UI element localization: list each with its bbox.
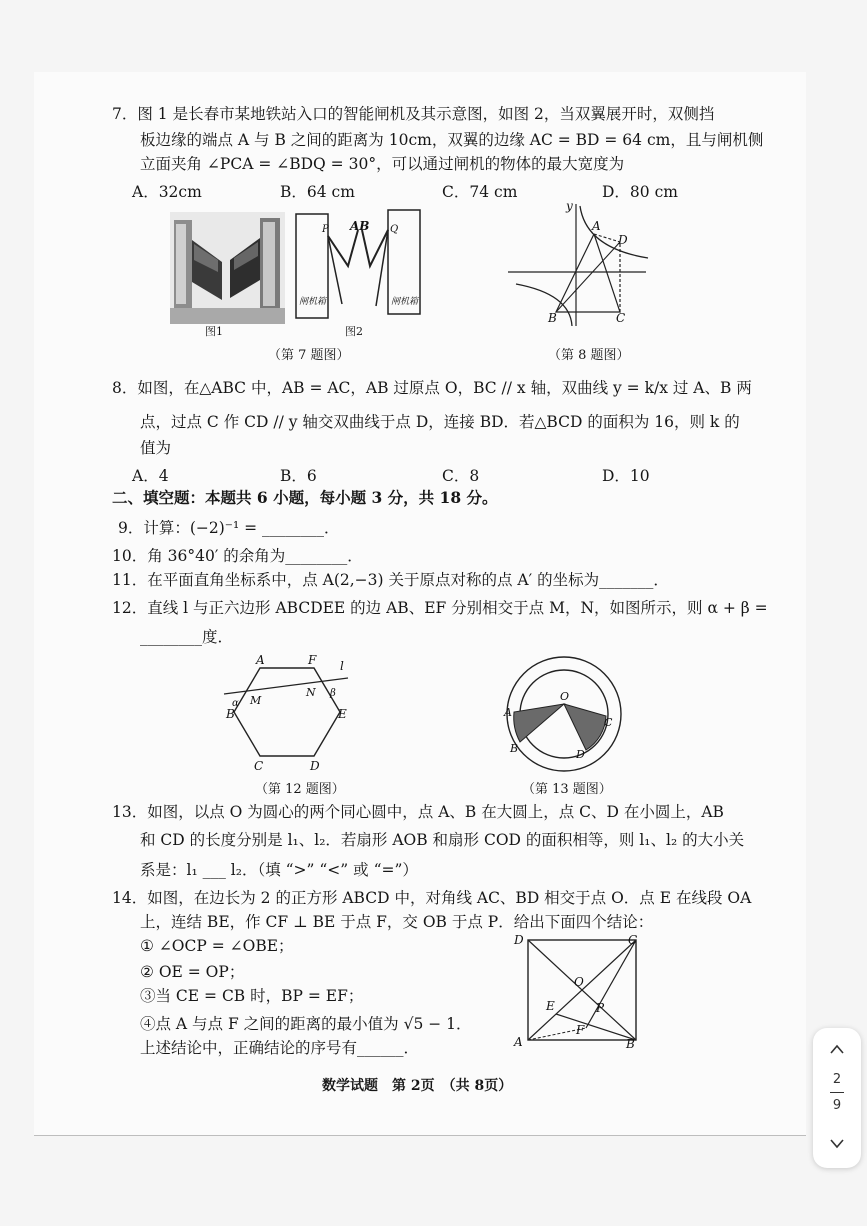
q14-conclusion-1: ① ∠OCP = ∠OBE； (140, 937, 294, 955)
q8-option-b: B．6 (280, 467, 317, 485)
q7-figure-2-schematic (292, 208, 427, 326)
q14-figure-square (510, 930, 645, 1050)
svg-text:C: C (254, 759, 264, 773)
page-navigator (813, 1028, 861, 1168)
svg-text:D: D (310, 759, 320, 773)
page-footer: 数学试题 第 2页 （共 8页） (322, 1078, 513, 1094)
q14-line-1: 14．如图，在边长为 2 的正方形 ABCD 中，对角线 AC、BD 相交于点 O．点 E 在线段 OA (112, 889, 752, 907)
svg-text:B: B (510, 742, 519, 755)
q8-caption: （第 8 题图） (548, 348, 630, 363)
gate-label-left: 闸机箱 (299, 297, 327, 307)
svg-text:D: D (618, 233, 628, 247)
svg-text:B: B (548, 311, 557, 325)
svg-text:l: l (340, 659, 344, 673)
q12-line-1: 12．直线 l 与正六边形 ABCDEE 的边 AB、EF 分别相交于点 M，N，如图所示，则 α + β = (112, 599, 768, 617)
svg-text:E: E (338, 707, 347, 721)
svg-text:β: β (330, 688, 336, 699)
q7-line-1: 7．图 1 是长春市某地铁站入口的智能闸机及其示意图，如图 2，当双翼展开时，双侧挡 (112, 105, 715, 123)
q8-option-c: C．8 (442, 467, 480, 485)
q7-fig2-label: 图2 (345, 325, 363, 338)
q7-option-a: A．32cm (132, 183, 202, 201)
page-number-divider (830, 1092, 844, 1093)
q8-line-3: 值为 (140, 439, 172, 457)
q8-line-2: 点，过点 C 作 CD // y 轴交双曲线于点 D，连接 BD．若△BCD 的面积为 16，则 k 的 (140, 413, 740, 431)
svg-text:A: A (256, 653, 265, 667)
q13-line-3: 系是：l₁ ___ l₂．（填 “>” “<” 或 “=”） (140, 861, 418, 879)
svg-text:D: D (514, 933, 524, 947)
svg-text:α: α (232, 698, 239, 709)
q8-option-d: D．10 (602, 467, 650, 485)
next-page-button[interactable] (821, 1130, 853, 1156)
svg-text:B: B (626, 1037, 635, 1051)
q12-line-2: ________度． (140, 628, 234, 646)
q14-conclusion-3: ③当 CE = CB 时，BP = EF； (140, 987, 364, 1005)
q12-figure-hexagon (220, 653, 360, 774)
q12-caption: （第 12 题图） (255, 782, 345, 797)
svg-text:C: C (604, 716, 613, 729)
svg-text:M: M (250, 694, 262, 707)
q7-option-d: D．80 cm (602, 183, 678, 201)
q9-line: 9．计算：(−2)⁻¹ = ________． (118, 519, 340, 537)
svg-text:C: C (616, 311, 626, 325)
q7-line-3: 立面夹角 ∠PCA = ∠BDQ = 30°，可以通过闸机的物体的最大宽度为 (140, 155, 625, 173)
chevron-up-icon (829, 1044, 845, 1054)
q7-option-c: C．74 cm (442, 183, 518, 201)
svg-text:C: C (628, 933, 638, 947)
q14-conclusion-4: ④点 A 与点 F 之间的距离的最小值为 √5 − 1． (140, 1015, 472, 1033)
svg-text:F: F (308, 653, 317, 667)
q7-caption: （第 7 题图） (268, 348, 350, 363)
total-page-number: 9 (832, 1098, 842, 1113)
section-2-heading: 二、填空题：本题共 6 小题，每小题 3 分，共 18 分。 (112, 488, 498, 507)
q7-line-2: 板边缘的端点 A 与 B 之间的距离为 10cm，双翼的边缘 AC = BD = 64 cm，且与闸机侧 (140, 131, 764, 149)
svg-text:AB: AB (350, 219, 370, 233)
q13-caption: （第 13 题图） (522, 782, 612, 797)
q8-line-1: 8．如图，在△ABC 中，AB = AC，AB 过原点 O，BC // x 轴，双曲线 y = k/x 过 A、B 两 (112, 379, 752, 397)
current-page-number: 2 (832, 1072, 842, 1087)
q7-fig1-label: 图1 (205, 325, 223, 338)
q7-option-b: B．64 cm (280, 183, 355, 201)
q14-line-2: 上，连结 BE，作 CF ⊥ BE 于点 F，交 OB 于点 P．给出下面四个结论： (140, 913, 654, 931)
q14-conclusion-2: ② OE = OP； (140, 963, 245, 981)
gate-label-right: 闸机箱 (391, 297, 419, 307)
svg-text:y: y (566, 199, 573, 213)
svg-text:P: P (322, 224, 329, 235)
svg-text:B: B (226, 707, 235, 721)
q13-line-2: 和 CD 的长度分别是 l₁、l₂．若扇形 AOB 和扇形 COD 的面积相等，则 l₁、l₂ 的大小关 (140, 831, 745, 849)
svg-text:F: F (576, 1023, 585, 1037)
previous-page-button[interactable] (821, 1036, 853, 1062)
q13-line-1: 13．如图，以点 O 为圆心的两个同心圆中，点 A、B 在大圆上，点 C、D 在小圆上，AB (112, 803, 724, 821)
chevron-down-icon (829, 1138, 845, 1148)
q14-ask: 上述结论中，正确结论的序号有______． (140, 1039, 420, 1057)
svg-text:P: P (596, 1001, 605, 1015)
svg-text:A: A (592, 219, 601, 233)
svg-text:A: A (514, 1035, 523, 1049)
page-bottom-rule (34, 1135, 806, 1136)
q8-figure-hyperbola (500, 198, 650, 328)
q8-option-a: A．4 (132, 467, 169, 485)
svg-text:A: A (504, 706, 512, 719)
svg-text:O: O (574, 975, 584, 989)
svg-text:N: N (306, 686, 316, 699)
svg-text:D: D (576, 748, 585, 761)
q13-figure-circles (500, 654, 630, 774)
q10-line: 10．角 36°40′ 的余角为________． (112, 547, 363, 565)
q11-line: 11．在平面直角坐标系中，点 A(2,−3) 关于原点对称的点 A′ 的坐标为_______． (112, 571, 669, 589)
svg-text:O: O (560, 690, 570, 703)
svg-text:E: E (546, 999, 555, 1013)
q7-figure-1-photo (170, 212, 285, 324)
svg-text:Q: Q (390, 224, 399, 235)
